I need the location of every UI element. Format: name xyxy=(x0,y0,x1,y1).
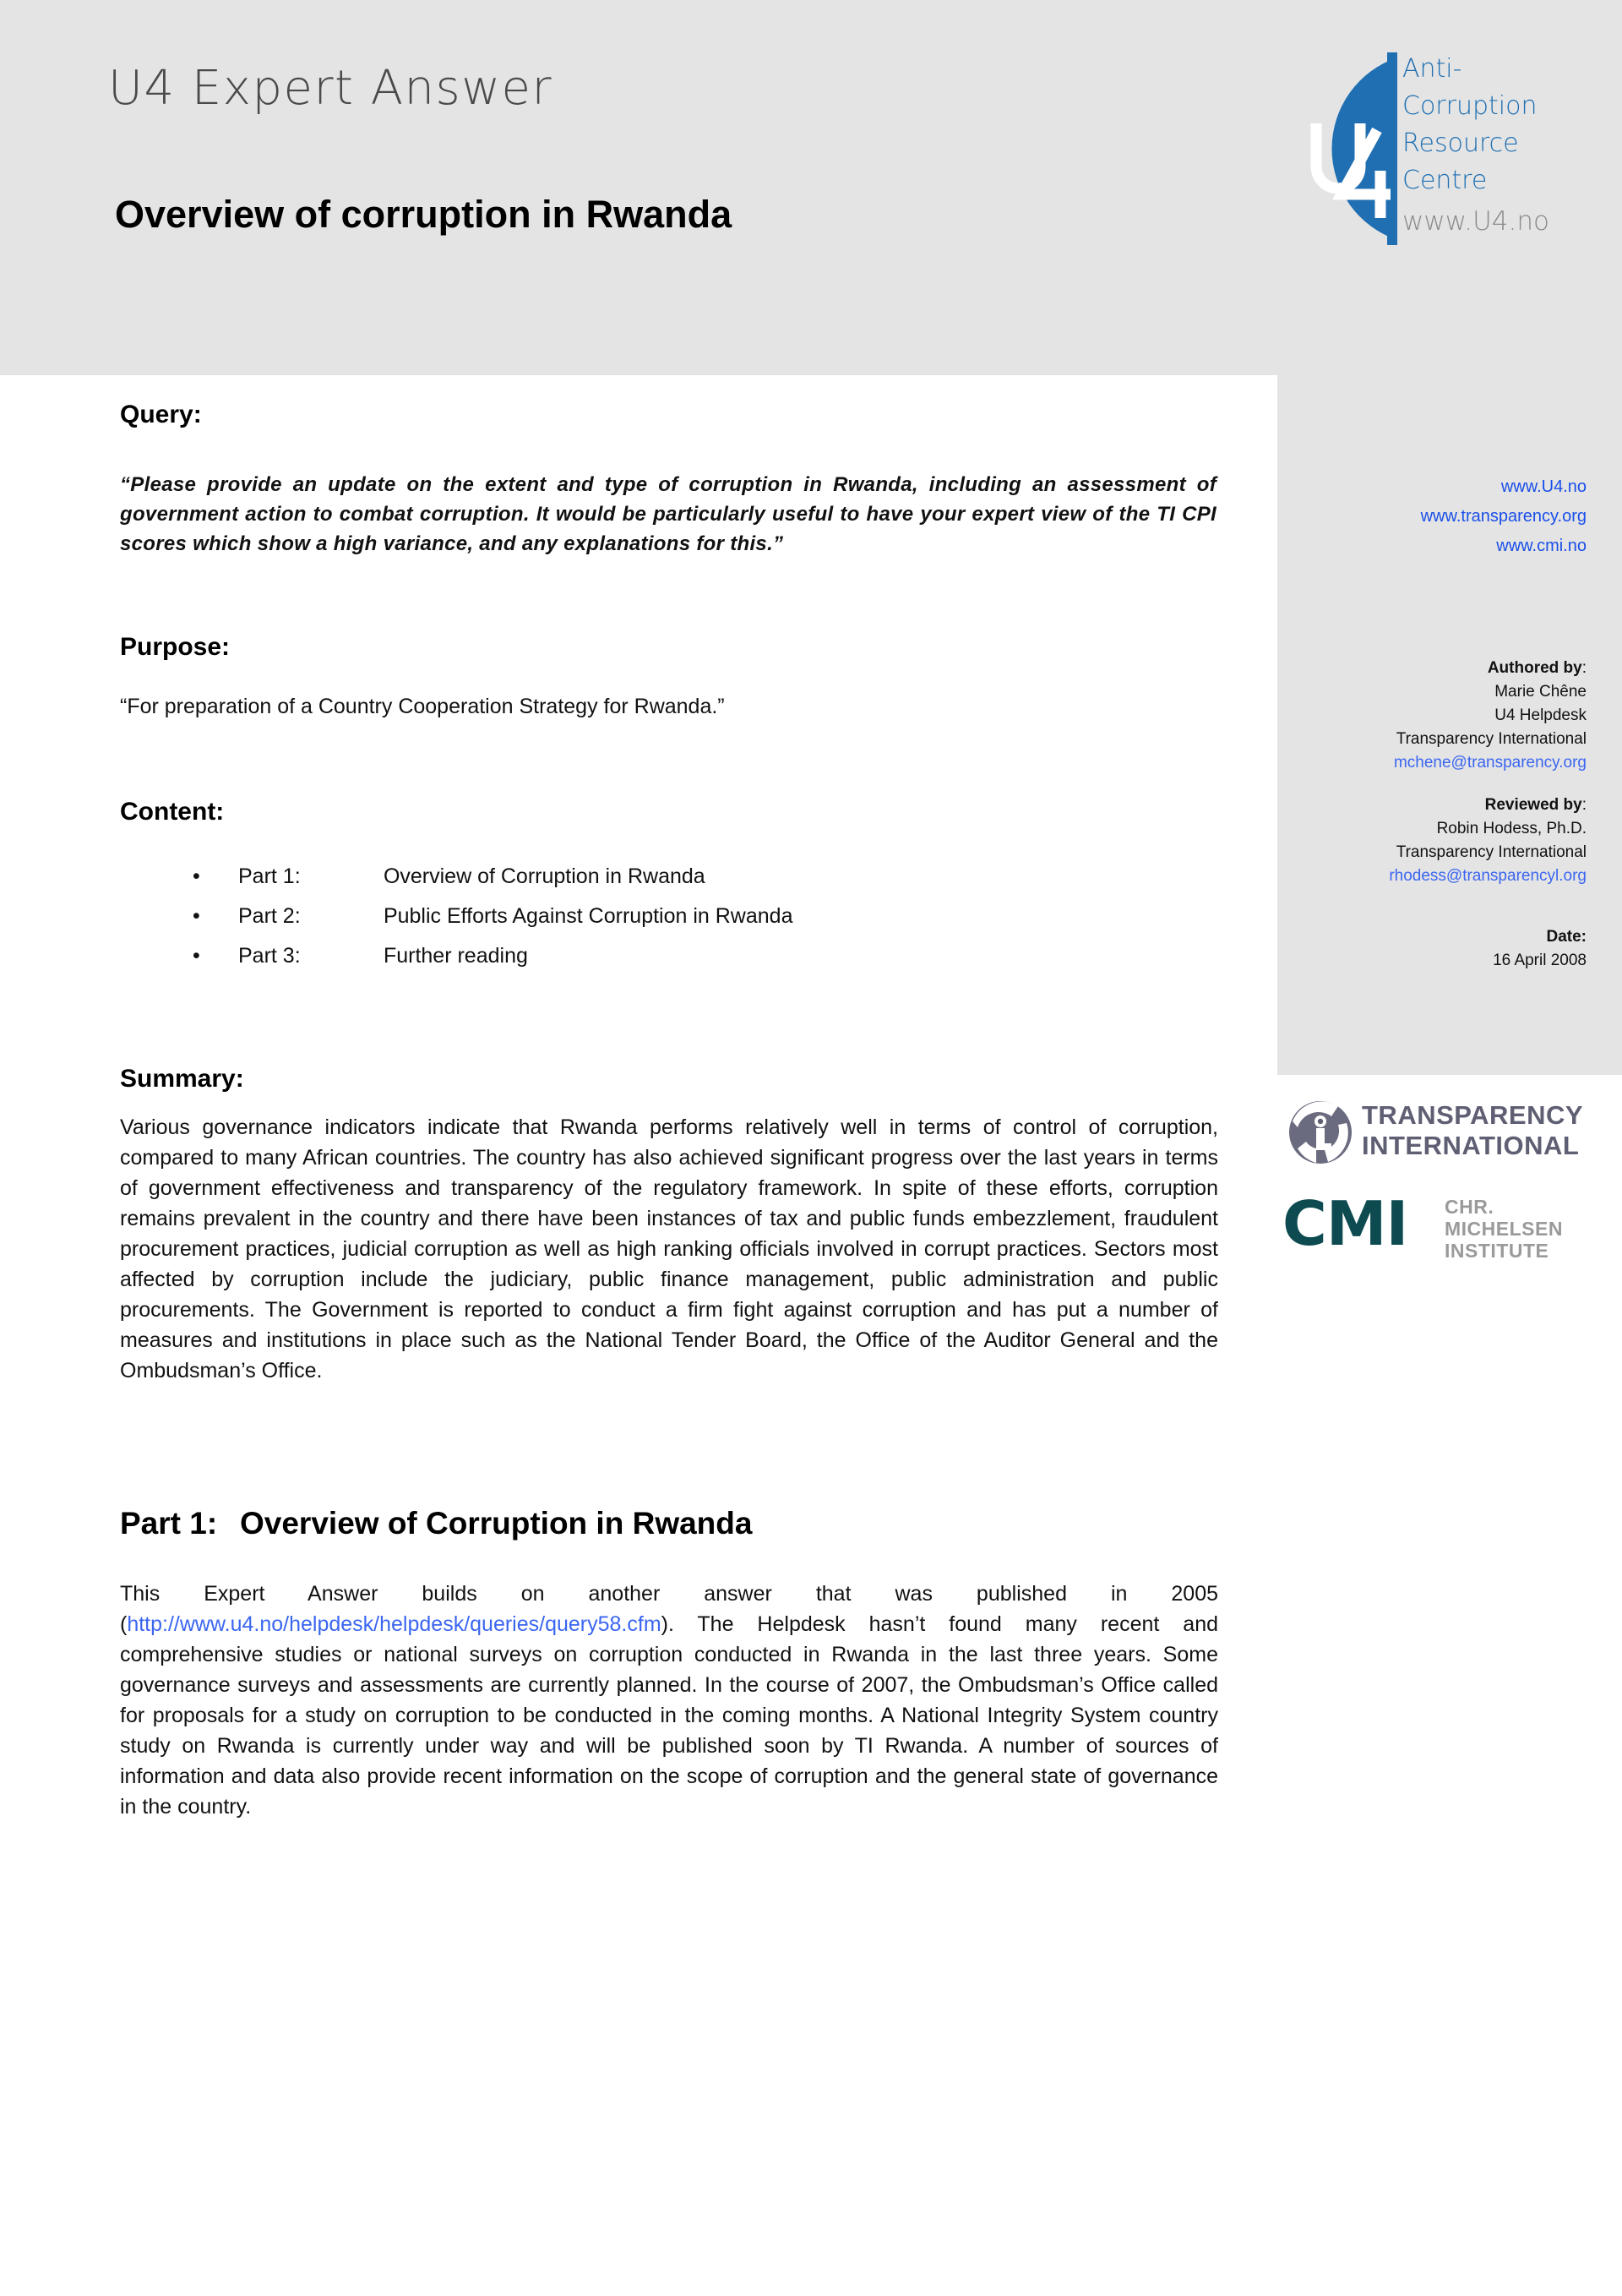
date-value: 16 April 2008 xyxy=(1493,952,1587,969)
u4-logo-url: www.U4.no xyxy=(1402,206,1549,237)
transparency-international-logo xyxy=(1287,1096,1583,1174)
brand-wordmark: U4 Expert Answer xyxy=(108,61,552,116)
partner-logos xyxy=(1277,1086,1622,1297)
sidebar-link-u4[interactable]: www.U4.no xyxy=(1500,477,1587,496)
content-item-part: Part 3: xyxy=(238,944,301,968)
date-block xyxy=(1308,925,1587,973)
cmi-logo-line-1: CHR. xyxy=(1445,1196,1494,1218)
authored-by-colon: : xyxy=(1581,659,1587,677)
list-item xyxy=(115,936,792,976)
u4-logo xyxy=(1293,44,1580,264)
author-email[interactable]: mchene@transparency.org xyxy=(1393,754,1587,772)
list-item xyxy=(115,857,792,897)
cmi-logo-text xyxy=(1445,1196,1563,1262)
summary-heading: Summary: xyxy=(120,1065,244,1093)
bullet-icon: • xyxy=(193,864,200,888)
part1-number: Part 1: xyxy=(120,1506,218,1541)
page-title: Overview of corruption in Rwanda xyxy=(115,193,732,236)
query-text: “Please provide an update on the extent and type of corruption in Rwanda, including an assessment of government action to combat corruption. It would be particularly useful to have your expert view of the TI CPI scores which show a high variance, and any explanations for this.” xyxy=(120,473,1216,555)
part1-heading xyxy=(120,1506,752,1541)
reviewed-by-label: Reviewed by xyxy=(1484,796,1582,814)
content-heading: Content: xyxy=(120,798,225,826)
sidebar-link-cmi[interactable]: www.cmi.no xyxy=(1496,537,1587,555)
sidebar-link-transparency[interactable]: www.transparency.org xyxy=(1420,507,1587,526)
ti-logo-line-1: TRANSPARENCY xyxy=(1362,1100,1584,1130)
content-item-label: Further reading xyxy=(383,944,528,968)
part1-paragraph xyxy=(120,1579,1218,1822)
summary-text: Various governance indicators indicate that Rwanda performs relatively well in terms of control of corruption, compared to many African countries. The country has also achieved significant progress over the last years in terms of government effectiveness and transparency of the regulatory framework. In spite of these efforts, corruption remains prevalent in the country and there have been instances of tax and public funds embezzlement, fraudulent procurement practices, judicial corruption as well as high ranking officials involved in corrupt practices. Sectors most affected by corruption include the judiciary, public finance management, public administration and public procurements. The Government is reported to conduct a firm fight against corruption and has put a number of measures and institutions in place such as the National Tender Board, the Office of the Auditor General and the Ombudsman’s Office. xyxy=(120,1115,1218,1383)
bullet-icon: • xyxy=(193,904,200,928)
u4-logo-line-1: Anti- xyxy=(1402,54,1462,84)
header-band xyxy=(0,0,1622,375)
cmi-logo-line-2: MICHELSEN xyxy=(1445,1218,1563,1240)
u4-logo-line-3: Resource xyxy=(1402,128,1519,158)
list-item xyxy=(115,897,792,936)
reviewer-email[interactable]: rhodess@transparencyl.org xyxy=(1389,867,1587,885)
content-item-label: Public Efforts Against Corruption in Rwanda xyxy=(383,904,793,928)
u4-logo-mark-icon xyxy=(1293,52,1397,245)
query-heading: Query: xyxy=(120,401,202,428)
date-label: Date: xyxy=(1546,928,1587,946)
part1-title: Overview of Corruption in Rwanda xyxy=(240,1506,753,1541)
u4-logo-text xyxy=(1402,51,1580,240)
bullet-icon: • xyxy=(193,944,200,968)
ti-logo-text xyxy=(1362,1100,1583,1161)
u4-logo-line-2: Corruption xyxy=(1402,91,1538,121)
reviewed-by-colon: : xyxy=(1581,796,1587,814)
query58-link[interactable]: http://www.u4.no/helpdesk/helpdesk/queries/query58.cfm xyxy=(127,1612,661,1636)
authored-by-block xyxy=(1308,657,1587,775)
reviewed-by-block xyxy=(1308,794,1587,888)
part1-text-before-link: This Expert Answer builds on another answer that was published in 2005 ( xyxy=(120,1582,1218,1636)
ti-globe-icon xyxy=(1287,1099,1353,1165)
purpose-heading: Purpose: xyxy=(120,633,231,661)
author-team: U4 Helpdesk xyxy=(1494,706,1587,724)
cmi-logo xyxy=(1282,1188,1587,1272)
author-name: Marie Chêne xyxy=(1494,683,1587,701)
u4-logo-line-4: Centre xyxy=(1402,166,1488,195)
part1-text-after-link: ). The Helpdesk hasn’t found many recent and comprehensive studies or national surveys on corruption conducted in Rwanda in the last three years. Some governance surveys and assessments are currently planned. In the course of 2007, the Ombudsman’s Office called for proposals for a study on corruption to be conducted in the coming months. A National Integrity System country study on Rwanda is currently under way and will be published soon by TI Rwanda. A number of sources of information and data also provide recent information on the scope of corruption and the general state of governance in the country. xyxy=(120,1612,1218,1819)
reviewer-name: Robin Hodess, Ph.D. xyxy=(1436,820,1587,837)
authored-by-label: Authored by xyxy=(1487,659,1582,677)
content-item-part: Part 2: xyxy=(238,904,301,928)
sidebar xyxy=(1277,375,1622,1075)
sidebar-links xyxy=(1421,472,1587,561)
author-org: Transparency International xyxy=(1396,730,1587,748)
content-item-label: Overview of Corruption in Rwanda xyxy=(383,864,705,888)
cmi-logo-mark: CMI xyxy=(1282,1188,1408,1259)
purpose-text: “For preparation of a Country Cooperation Strategy for Rwanda.” xyxy=(120,695,725,718)
cmi-logo-line-3: INSTITUTE xyxy=(1445,1240,1549,1262)
authored-by-label-row xyxy=(1308,657,1587,680)
reviewer-org: Transparency International xyxy=(1396,843,1587,861)
reviewed-by-label-row xyxy=(1308,794,1587,817)
ti-logo-line-2: INTERNATIONAL xyxy=(1362,1131,1580,1160)
content-list xyxy=(115,857,792,976)
content-item-part: Part 1: xyxy=(238,864,301,888)
